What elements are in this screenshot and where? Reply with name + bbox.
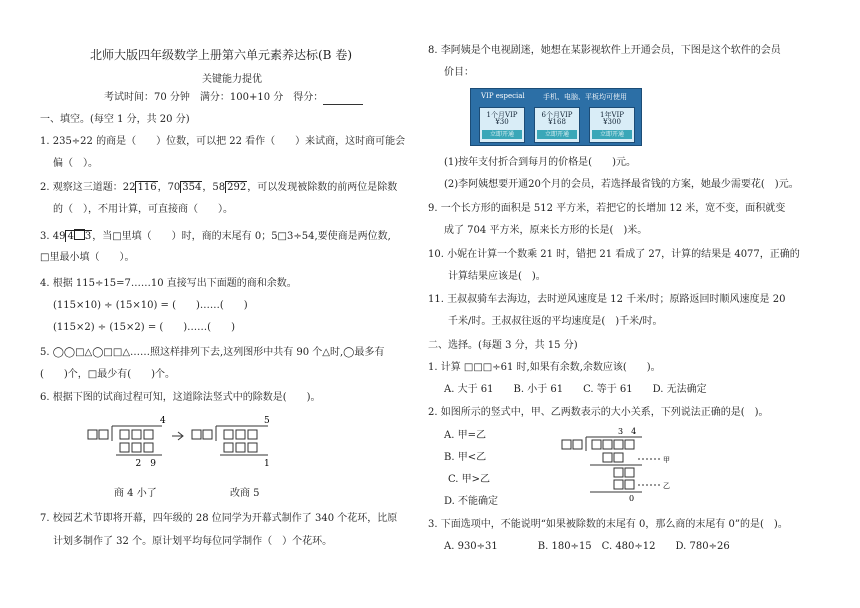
- q2-dividend-3: 292: [227, 182, 247, 193]
- vip-open-button[interactable]: 立即开通: [592, 130, 632, 139]
- q3-line1: [40, 229, 391, 244]
- vip-card-6month: [534, 107, 580, 143]
- c2-quotient: 3 4: [618, 427, 637, 436]
- q5-line1: 5. ◯◯□△◯□□△……照这样排列下去,这列图形中共有 90 个△时,◯最多有: [40, 347, 385, 358]
- q7-line1: 7. 校园艺术节即将开幕，四年级的 28 位同学为开幕式制作了 340 个花环，比原: [40, 513, 398, 524]
- q2-line2: 的（ ），不用计算，可直接商（ ）。: [53, 204, 233, 215]
- q6-right-product-box-3: [248, 443, 257, 452]
- q8-part2: (2)李阿姨想要开通20个月的会员，若选择最省钱的方案，她最少需要花( )元。: [444, 179, 799, 190]
- q6-right-dividend-box-1: [224, 430, 233, 439]
- q9-line1: 9. 一个长方形的面积是 512 平方米，若把它的长增加 12 米，宽不变，面积就变: [428, 203, 786, 214]
- c2-jia-label: 甲: [663, 456, 670, 464]
- q6-left-caption: 商 4 小了: [114, 488, 157, 499]
- c1-line1: 1. 计算 □□□÷61 时,如果有余数,余数应该( )。: [428, 362, 661, 373]
- q3-blank-box: [74, 229, 85, 240]
- c2-dividend-box-2: [603, 440, 612, 449]
- q6-left-product-box-2: [132, 443, 141, 452]
- q4-line3: (115×2) ÷ (15×2) = ( )……( ): [53, 322, 235, 333]
- q2-divisor-3: 58: [212, 182, 226, 193]
- q8-line1: 8. 李阿姨是个电视剧迷，她想在某影视软件上开通会员，下图是这个软件的会员: [428, 45, 781, 56]
- q2-dividend-2: 354: [182, 182, 202, 193]
- q3-text-tail: ，当□里填（ ）时，商的末尾有 0；5□3÷54,要使商是两位数,: [92, 231, 391, 242]
- q2-line1: 2. 观察这三道题：22 116，70 354，58 292，可以发现被除数的前两位是除数: [40, 182, 398, 193]
- c2-division-diagram: [562, 424, 672, 504]
- vip-open-button[interactable]: 立即开通: [537, 130, 577, 139]
- c2-yi-label: 乙: [663, 482, 670, 490]
- vip-open-button[interactable]: 立即开通: [482, 130, 522, 139]
- c2-option-a: A. 甲=乙: [444, 430, 486, 441]
- c2-dividend-box-4: [625, 440, 634, 449]
- c2-divisor-box-1: [562, 440, 571, 449]
- q10-line1: 10. 小妮在计算一个数乘 21 时，错把 21 看成了 27，计算的结果是 4077，正确的: [428, 249, 800, 260]
- c2-option-b: B. 甲<乙: [444, 452, 487, 463]
- q6-division-diagram: [88, 412, 288, 474]
- q6-right-product-box-1: [224, 443, 233, 452]
- q6-left-divisor-box-2: [99, 430, 108, 439]
- q6-right-product-box-2: [236, 443, 245, 452]
- q2-divisor-2: 70: [167, 182, 181, 193]
- q3-division: [65, 230, 92, 242]
- q6-left-dividend-box-1: [120, 430, 129, 439]
- vip-card-1year: [589, 107, 635, 143]
- vip-price-panel: [470, 88, 642, 146]
- q7-line2: 计划多制作了 32 个。原计划平均每位同学制作（ ）个花环。: [53, 536, 333, 547]
- q3-line2: □里最小填（ ）。: [40, 252, 135, 263]
- c2-option-d: D. 不能确定: [444, 496, 499, 507]
- vip-card-1month: [479, 107, 525, 143]
- q6-left-quotient: 4: [160, 416, 166, 426]
- c2-row2-box-2: [614, 453, 623, 462]
- c2-row4-box-2: [625, 480, 634, 489]
- q1-line2: 偏（ ）。: [53, 158, 98, 169]
- q9-line2: 成了 704 平方米，原来长方形的长是( )米。: [444, 225, 648, 236]
- c2-dividend-box-1: [592, 440, 601, 449]
- q4-line2: (115×10) ÷ (15×10) = ( )……( ): [53, 300, 248, 311]
- vip-card-name: 1年VIP: [600, 111, 624, 119]
- arrow-right-icon: [172, 432, 183, 440]
- q3-dividend-digit: 4: [67, 231, 74, 242]
- q1-line1: 1. 235÷22 的商是（ ）位数，可以把 22 看作（ ）来试商，这时商可能会: [40, 136, 406, 147]
- q6-left-product-box-3: [144, 443, 153, 452]
- q11-line1: 11. 王叔叔骑车去海边，去时逆风速度是 12 千米/时；原路返回时顺风速度是 20: [428, 294, 786, 305]
- c2-row2-box-1: [603, 453, 612, 462]
- q8-part1: (1)按年支付折合到每月的价格是( )元。: [444, 157, 636, 168]
- vip-card-price: ¥300: [603, 118, 621, 126]
- q6-left-dividend-box-2: [132, 430, 141, 439]
- q2-division-2: [168, 181, 203, 193]
- q2-text: 2. 观察这三道题：: [40, 182, 123, 193]
- c2-row3-box-1: [614, 468, 623, 477]
- q10-line2: 计算结果应该是( )。: [448, 271, 546, 282]
- page-subtitle: 关键能力提优: [202, 74, 262, 85]
- q6-right-divisor-box-1: [192, 430, 201, 439]
- c2-dividend-box-3: [614, 440, 623, 449]
- section1-heading: 一、填空。(每空 1 分，共 20 分): [40, 114, 190, 125]
- q6-left-divisor-box-1: [88, 430, 97, 439]
- q5-line2: ( )个，□最少有( )个。: [40, 369, 176, 380]
- q2-divisor-1: 22: [122, 182, 136, 193]
- c1-options: A. 大于 61 B. 小于 61 C. 等于 61 D. 无法确定: [444, 384, 707, 395]
- q11-line2: 千米/时。王叔叔往返的平均速度是( )千米/时。: [448, 316, 663, 327]
- q6-left-division: [88, 426, 162, 455]
- q2-division-3: [212, 181, 247, 193]
- exam-info: [104, 91, 363, 105]
- vip-card-name: 6个月VIP: [541, 111, 573, 119]
- c2-row4-box-1: [614, 480, 623, 489]
- q3-dividend-last: 3: [84, 231, 92, 242]
- q6-left-dividend-box-3: [144, 430, 153, 439]
- vip-card-price: ¥30: [495, 118, 509, 126]
- section2-heading: 二、选择。(每题 3 分，共 15 分): [428, 340, 578, 351]
- q6-right-dividend-box-2: [236, 430, 245, 439]
- c2-option-c: C. 甲>乙: [448, 474, 491, 485]
- q2-division-1: [123, 181, 158, 193]
- vip-panel-header: [471, 89, 641, 103]
- q6-right-divisor-box-2: [203, 430, 212, 439]
- q6-right-caption: 改商 5: [230, 488, 260, 499]
- c2-zero: 0: [629, 494, 635, 503]
- q6-right-division: [192, 426, 268, 455]
- q6-left-product-box-1: [120, 443, 129, 452]
- vip-card-price: ¥168: [548, 118, 566, 126]
- q6-left-remainder: 2 9: [135, 459, 156, 469]
- q4-line1: 4. 根据 115÷15=7……10 直接写出下面题的商和余数。: [40, 278, 297, 289]
- c2-divisor-box-2: [573, 440, 582, 449]
- q8-line2: 价目：: [444, 67, 474, 78]
- c3-options: A. 930÷31 B. 180÷15 C. 480÷12 D. 780÷26: [444, 541, 730, 552]
- score-blank: [323, 94, 363, 105]
- c2-row3-box-2: [625, 468, 634, 477]
- page-title: 北师大版四年级数学上册第六单元素养达标(B 卷): [90, 48, 352, 62]
- q3-prefix: 3. 49: [40, 231, 66, 242]
- exam-info-text: 考试时间：70 分钟 满分：100+10 分 得分：: [104, 92, 324, 103]
- c2-line1: 2. 如图所示的竖式中，甲、乙两数表示的大小关系，下列说法正确的是( )。: [428, 407, 769, 418]
- q6-line1: 6. 根据下图的试商过程可知，这道除法竖式中的除数是( )。: [40, 392, 321, 403]
- q2-dividend-1: 116: [137, 182, 157, 193]
- q6-right-dividend-box-3: [248, 430, 257, 439]
- vip-card-name: 1个月VIP: [486, 111, 518, 119]
- q6-right-quotient: 5: [264, 416, 270, 426]
- vip-header-right: 手机、电脑、平板均可使用: [543, 93, 627, 101]
- c3-line1: 3. 下面选项中，不能说明“如果被除数的末尾有 0，那么商的末尾有 0”的是( )。: [428, 519, 788, 530]
- q2-text-tail: ，可以发现被除数的前两位是除数: [247, 182, 398, 193]
- q6-right-remainder: 1: [264, 459, 270, 469]
- vip-header-left: VIP especial: [481, 92, 525, 100]
